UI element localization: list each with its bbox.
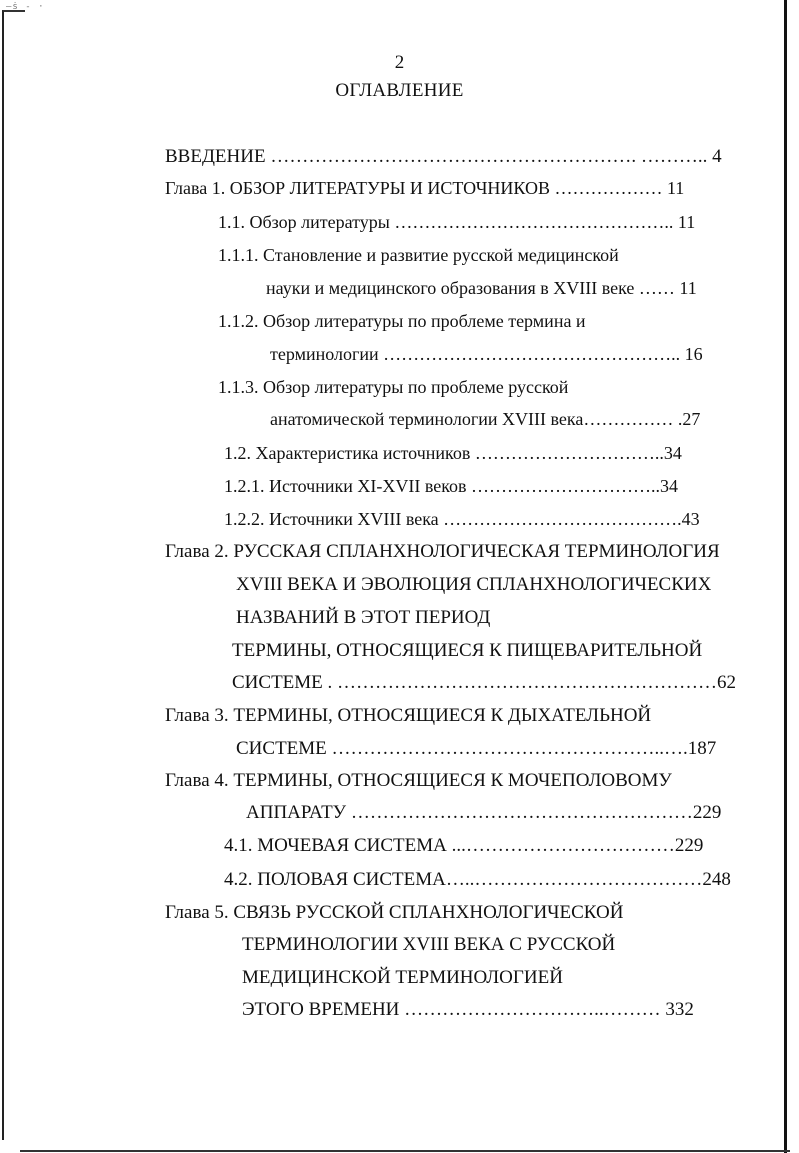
scan-border-left bbox=[2, 10, 25, 1140]
toc-entry-1-1-2: 1.1.2. Обзор литературы по проблеме термина и bbox=[218, 311, 586, 331]
toc-entry-chapter-5-cont-3: ЭТОГО ВРЕМЕНИ …………………………..……… 332 bbox=[242, 999, 694, 1020]
toc-entry-1-2: 1.2. Характеристика источников …………………………..34 bbox=[224, 443, 682, 463]
toc-entry-4-1: 4.1. МОЧЕВАЯ СИСТЕМА ...……………………………229 bbox=[224, 835, 704, 856]
page-number: 2 bbox=[394, 52, 405, 73]
scan-border-bottom bbox=[20, 1150, 790, 1152]
page-title: ОГЛАВЛЕНИЕ bbox=[335, 80, 464, 101]
toc-entry-chapter-2-cont-3: ТЕРМИНЫ, ОТНОСЯЩИЕСЯ К ПИЩЕВАРИТЕЛЬНОЙ bbox=[232, 640, 703, 661]
toc-entry-chapter-5-cont-2: МЕДИЦИНСКОЙ ТЕРМИНОЛОГИЕЙ bbox=[242, 967, 563, 988]
toc-entry-4-2: 4.2. ПОЛОВАЯ СИСТЕМА…..………………………………248 bbox=[224, 869, 731, 890]
toc-entry-1-1-3: 1.1.3. Обзор литературы по проблеме русской bbox=[218, 377, 569, 397]
toc-entry-chapter-2-cont-1: XVIII ВЕКА И ЭВОЛЮЦИЯ СПЛАНХНОЛОГИЧЕСКИХ bbox=[236, 574, 712, 595]
toc-entry-chapter-5-cont-1: ТЕРМИНОЛОГИИ XVIII ВЕКА С РУССКОЙ bbox=[242, 934, 616, 955]
toc-entry-introduction: ВВЕДЕНИЕ …………………………………………………. ……….. 4 bbox=[165, 146, 722, 167]
toc-entry-chapter-3: Глава 3. ТЕРМИНЫ, ОТНОСЯЩИЕСЯ К ДЫХАТЕЛЬНОЙ bbox=[165, 705, 652, 726]
toc-entry-chapter-2-cont-2: НАЗВАНИЙ В ЭТОТ ПЕРИОД bbox=[236, 607, 491, 628]
toc-entry-chapter-1: Глава 1. ОБЗОР ЛИТЕРАТУРЫ И ИСТОЧНИКОВ ……………… 11 bbox=[165, 178, 685, 198]
scan-border-right bbox=[784, 0, 797, 1153]
toc-entry-1-1-3-cont: анатомической терминологии XVIII века…………… .27 bbox=[270, 409, 701, 429]
toc-entry-chapter-4-cont: АППАРАТУ ………………………………………………229 bbox=[246, 802, 722, 823]
toc-entry-1-1-1: 1.1.1. Становление и развитие русской медицинской bbox=[218, 245, 619, 265]
toc-entry-1-2-2: 1.2.2. Источники XVIII века ………………………………….43 bbox=[224, 509, 700, 529]
toc-entry-chapter-3-cont: СИСТЕМЕ ……………………………………………..….187 bbox=[236, 738, 717, 759]
toc-entry-chapter-2: Глава 2. РУССКАЯ СПЛАНХНОЛОГИЧЕСКАЯ ТЕРМИНОЛОГИЯ bbox=[165, 541, 720, 562]
toc-entry-1-2-1: 1.2.1. Источники XI-XVII веков …………………………..34 bbox=[224, 476, 679, 496]
scan-mark: —ṡ - · bbox=[6, 2, 45, 12]
toc-entry-1-1: 1.1. Обзор литературы ……………………………………….. 11 bbox=[218, 212, 696, 232]
toc-entry-chapter-2-cont-4: СИСТЕМЕ . ……………………………………………………62 bbox=[232, 672, 737, 693]
toc-entry-chapter-4: Глава 4. ТЕРМИНЫ, ОТНОСЯЩИЕСЯ К МОЧЕПОЛОВОМУ bbox=[165, 770, 672, 791]
toc-entry-1-1-2-cont: терминологии ………………………………………….. 16 bbox=[270, 344, 703, 364]
toc-entry-chapter-5: Глава 5. СВЯЗЬ РУССКОЙ СПЛАНХНОЛОГИЧЕСКОЙ bbox=[165, 902, 624, 923]
toc-entry-1-1-1-cont: науки и медицинского образования в XVIII веке …… 11 bbox=[266, 278, 697, 298]
